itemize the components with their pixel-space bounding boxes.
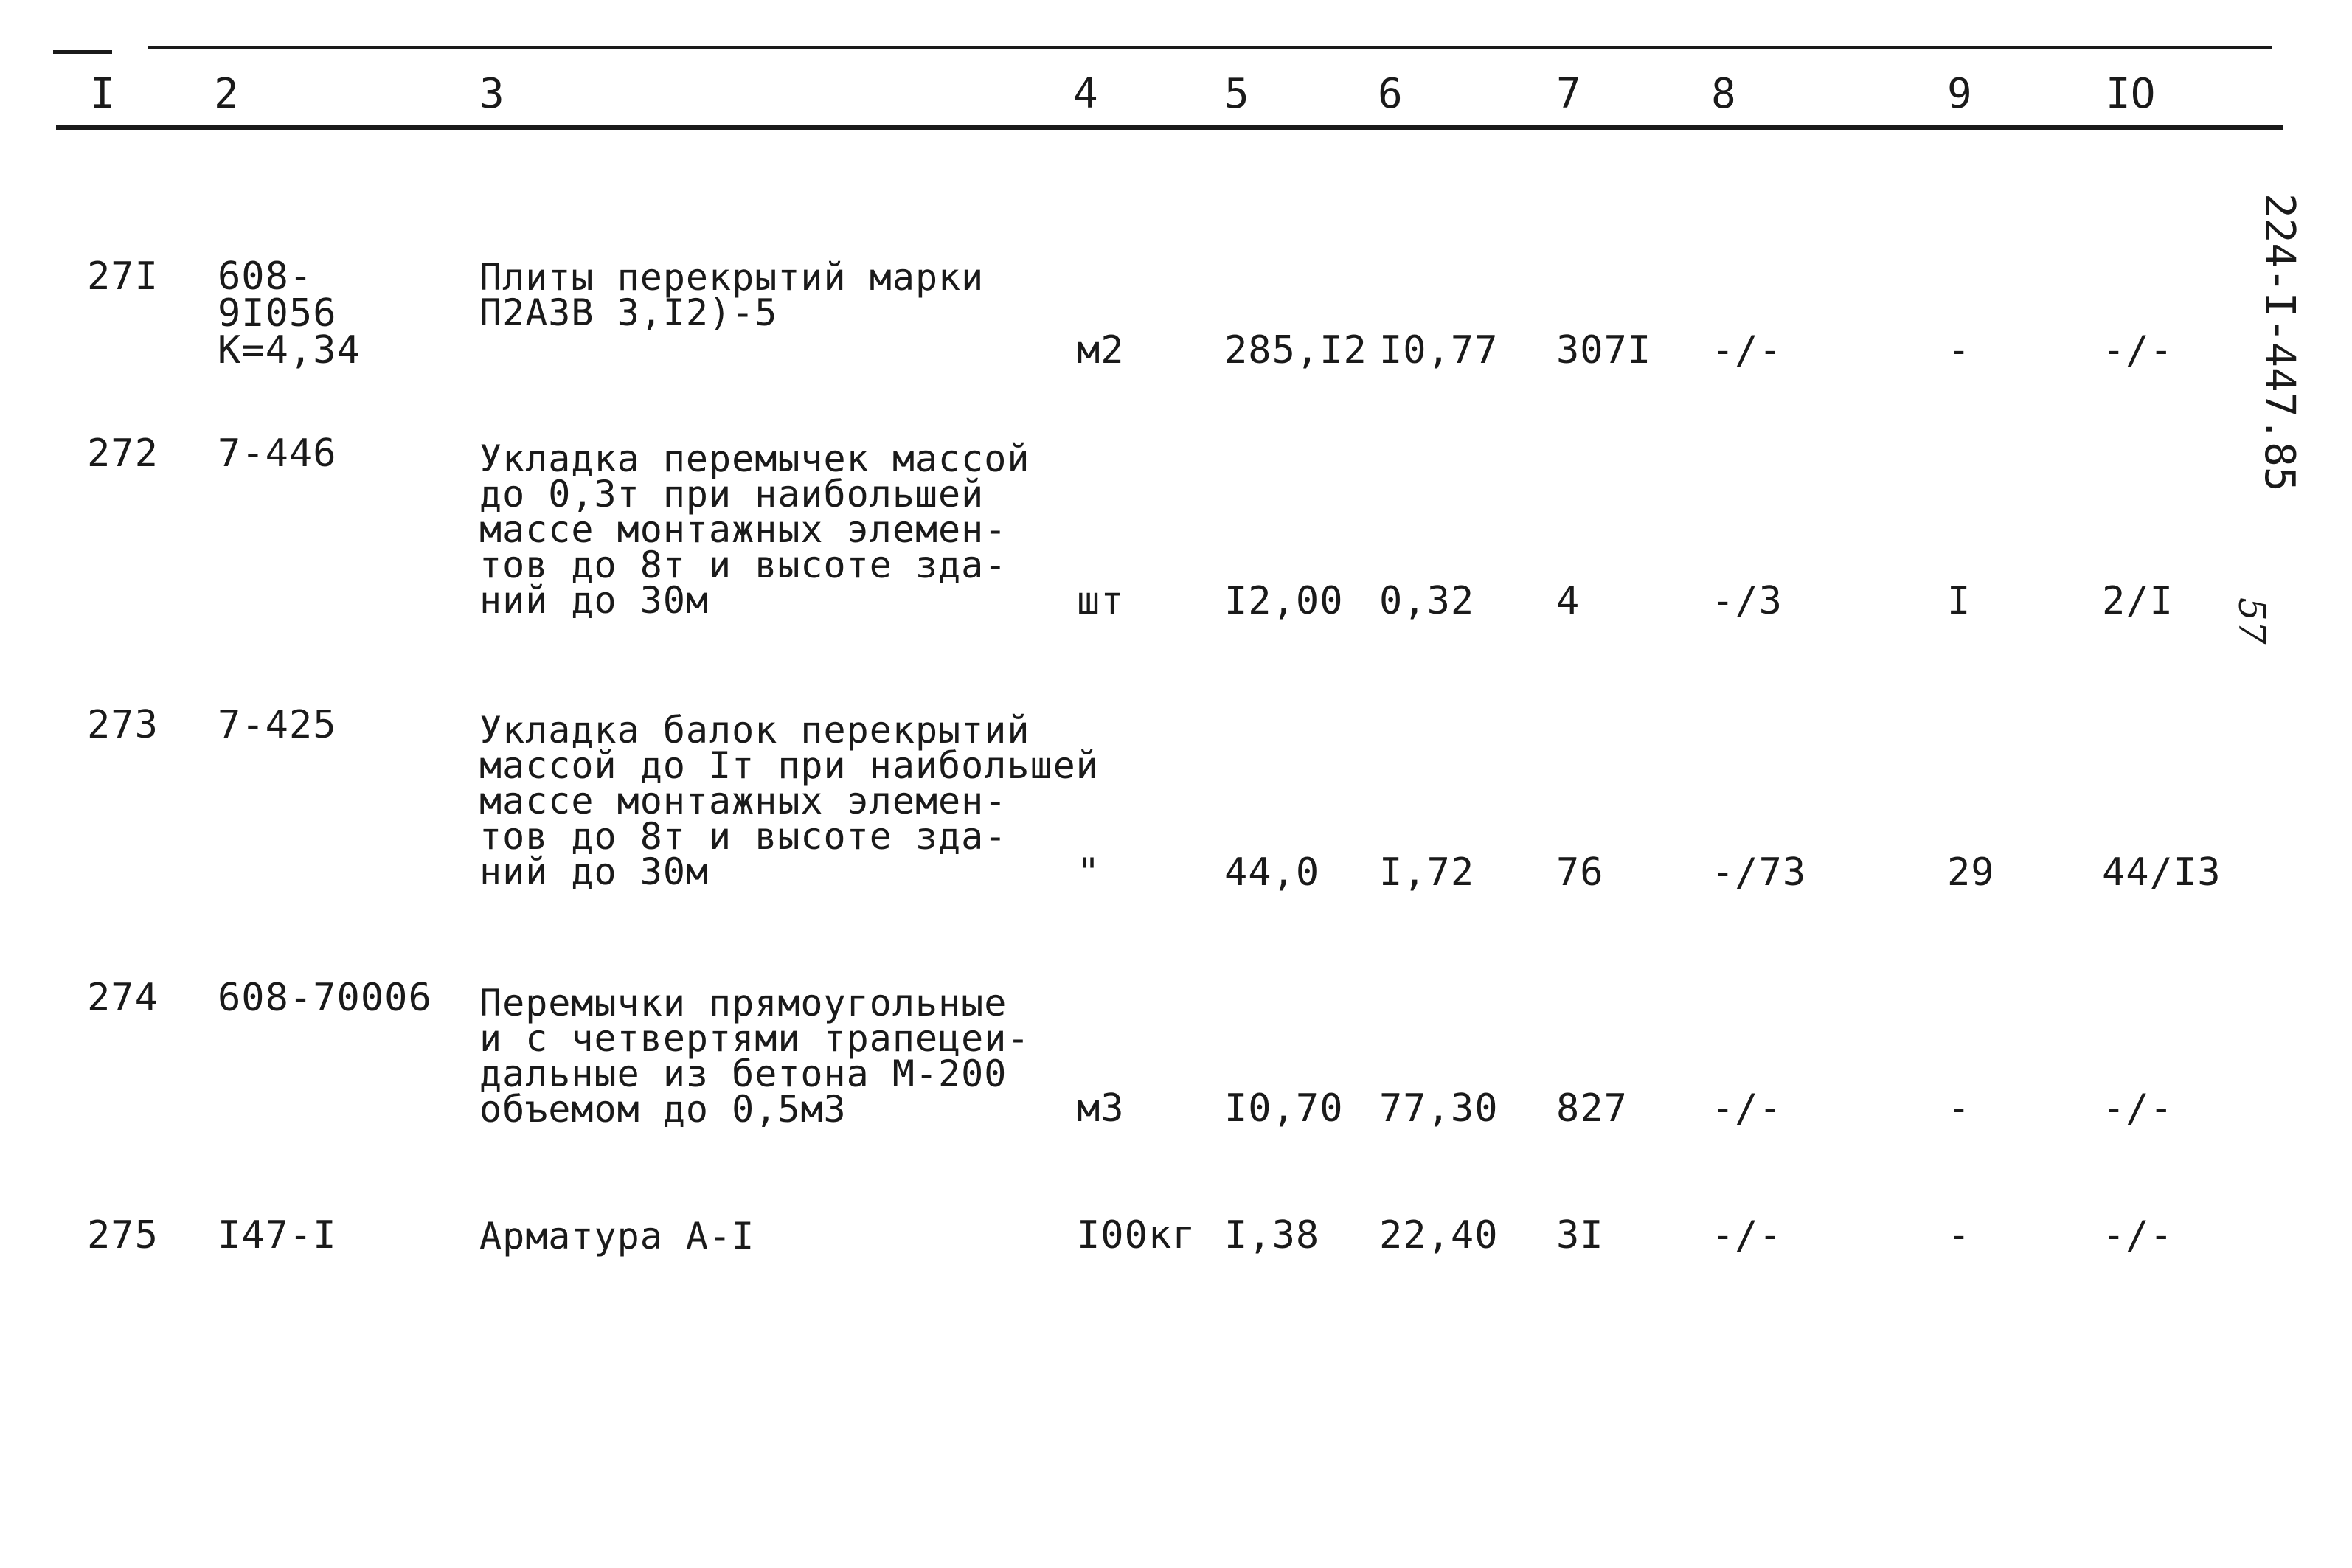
row-col-9: I — [1947, 579, 1971, 623]
header-col-3: 3 — [479, 70, 504, 118]
row-unit: шт — [1077, 579, 1125, 623]
row-col-8: -/73 — [1711, 850, 1807, 895]
row-code: 7-425 — [218, 703, 337, 747]
row-col-7: 4 — [1556, 579, 1581, 623]
header-col-9: 9 — [1947, 70, 1972, 118]
row-col-9: - — [1947, 1213, 1971, 1257]
row-col-8: -/- — [1711, 328, 1783, 372]
page-mark: 57 — [2230, 597, 2273, 645]
header-col-10: IO — [2106, 70, 2156, 118]
row-number: 272 — [87, 431, 159, 476]
header-col-7: 7 — [1556, 70, 1581, 118]
row-col-9: 29 — [1947, 850, 1995, 895]
row-col-5: I2,00 — [1224, 579, 1344, 623]
row-col-6: 77,30 — [1379, 1086, 1499, 1131]
header-col-6: 6 — [1378, 70, 1403, 118]
row-code: 608-70006 — [218, 976, 432, 1020]
row-col-7: 827 — [1556, 1086, 1628, 1131]
row-col-10: -/- — [2102, 1213, 2174, 1257]
row-unit: " — [1077, 850, 1101, 895]
row-code: 608- 9I056 К=4,34 — [218, 254, 361, 372]
row-col-10: -/- — [2102, 328, 2174, 372]
row-description: Плиты перекрытий марки П2А3В 3,I2)-5 — [479, 256, 985, 334]
row-number: 274 — [87, 976, 159, 1020]
row-number: 27I — [87, 254, 159, 299]
header-bottom-rule — [56, 125, 2283, 130]
header-col-8: 8 — [1711, 70, 1736, 118]
row-col-9: - — [1947, 328, 1971, 372]
row-col-10: -/- — [2102, 1086, 2174, 1131]
row-number: 273 — [87, 703, 159, 747]
row-unit: I00кг — [1077, 1213, 1196, 1257]
row-description: Перемычки прямоугольные и с четвертями трапецеи- дальные из бетона М-200 объемом до 0,5м3 — [479, 982, 1030, 1131]
row-col-7: 307I — [1556, 328, 1652, 372]
row-code: I47-I — [218, 1213, 337, 1257]
row-col-10: 2/I — [2102, 579, 2174, 623]
row-col-7: 3I — [1556, 1213, 1604, 1257]
row-col-8: -/- — [1711, 1213, 1783, 1257]
row-col-8: -/3 — [1711, 579, 1783, 623]
row-col-5: I,38 — [1224, 1213, 1320, 1257]
row-col-6: 22,40 — [1379, 1213, 1499, 1257]
top-rule-long — [148, 46, 2272, 49]
row-description: Укладка перемычек массой до 0,3т при наибольшей массе монтажных элемен- тов до 8т и высоте зда- ний до 30м — [479, 437, 1030, 622]
row-col-9: - — [1947, 1086, 1971, 1131]
row-description: Укладка балок перекрытий массой до Iт при наибольшей массе монтажных элемен- тов до 8т и высоте зда- ний до 30м — [479, 709, 1099, 893]
row-col-5: 44,0 — [1224, 850, 1320, 895]
row-col-5: 285,I2 — [1224, 328, 1367, 372]
row-description: Арматура А-I — [479, 1215, 755, 1257]
row-number: 275 — [87, 1213, 159, 1257]
document-number-vertical: 224-I-447.85 — [2255, 193, 2303, 492]
row-col-5: I0,70 — [1224, 1086, 1344, 1131]
row-col-6: I0,77 — [1379, 328, 1499, 372]
row-col-6: 0,32 — [1379, 579, 1475, 623]
row-unit: м3 — [1077, 1086, 1125, 1131]
top-rule-short — [53, 50, 112, 54]
row-unit: м2 — [1077, 328, 1125, 372]
header-col-2: 2 — [214, 70, 239, 118]
header-col-1: I — [90, 70, 115, 118]
row-code: 7-446 — [218, 431, 337, 476]
row-col-7: 76 — [1556, 850, 1604, 895]
header-col-5: 5 — [1224, 70, 1249, 118]
header-col-4: 4 — [1073, 70, 1098, 118]
row-col-6: I,72 — [1379, 850, 1475, 895]
row-col-8: -/- — [1711, 1086, 1783, 1131]
row-col-10: 44/I3 — [2102, 850, 2221, 895]
